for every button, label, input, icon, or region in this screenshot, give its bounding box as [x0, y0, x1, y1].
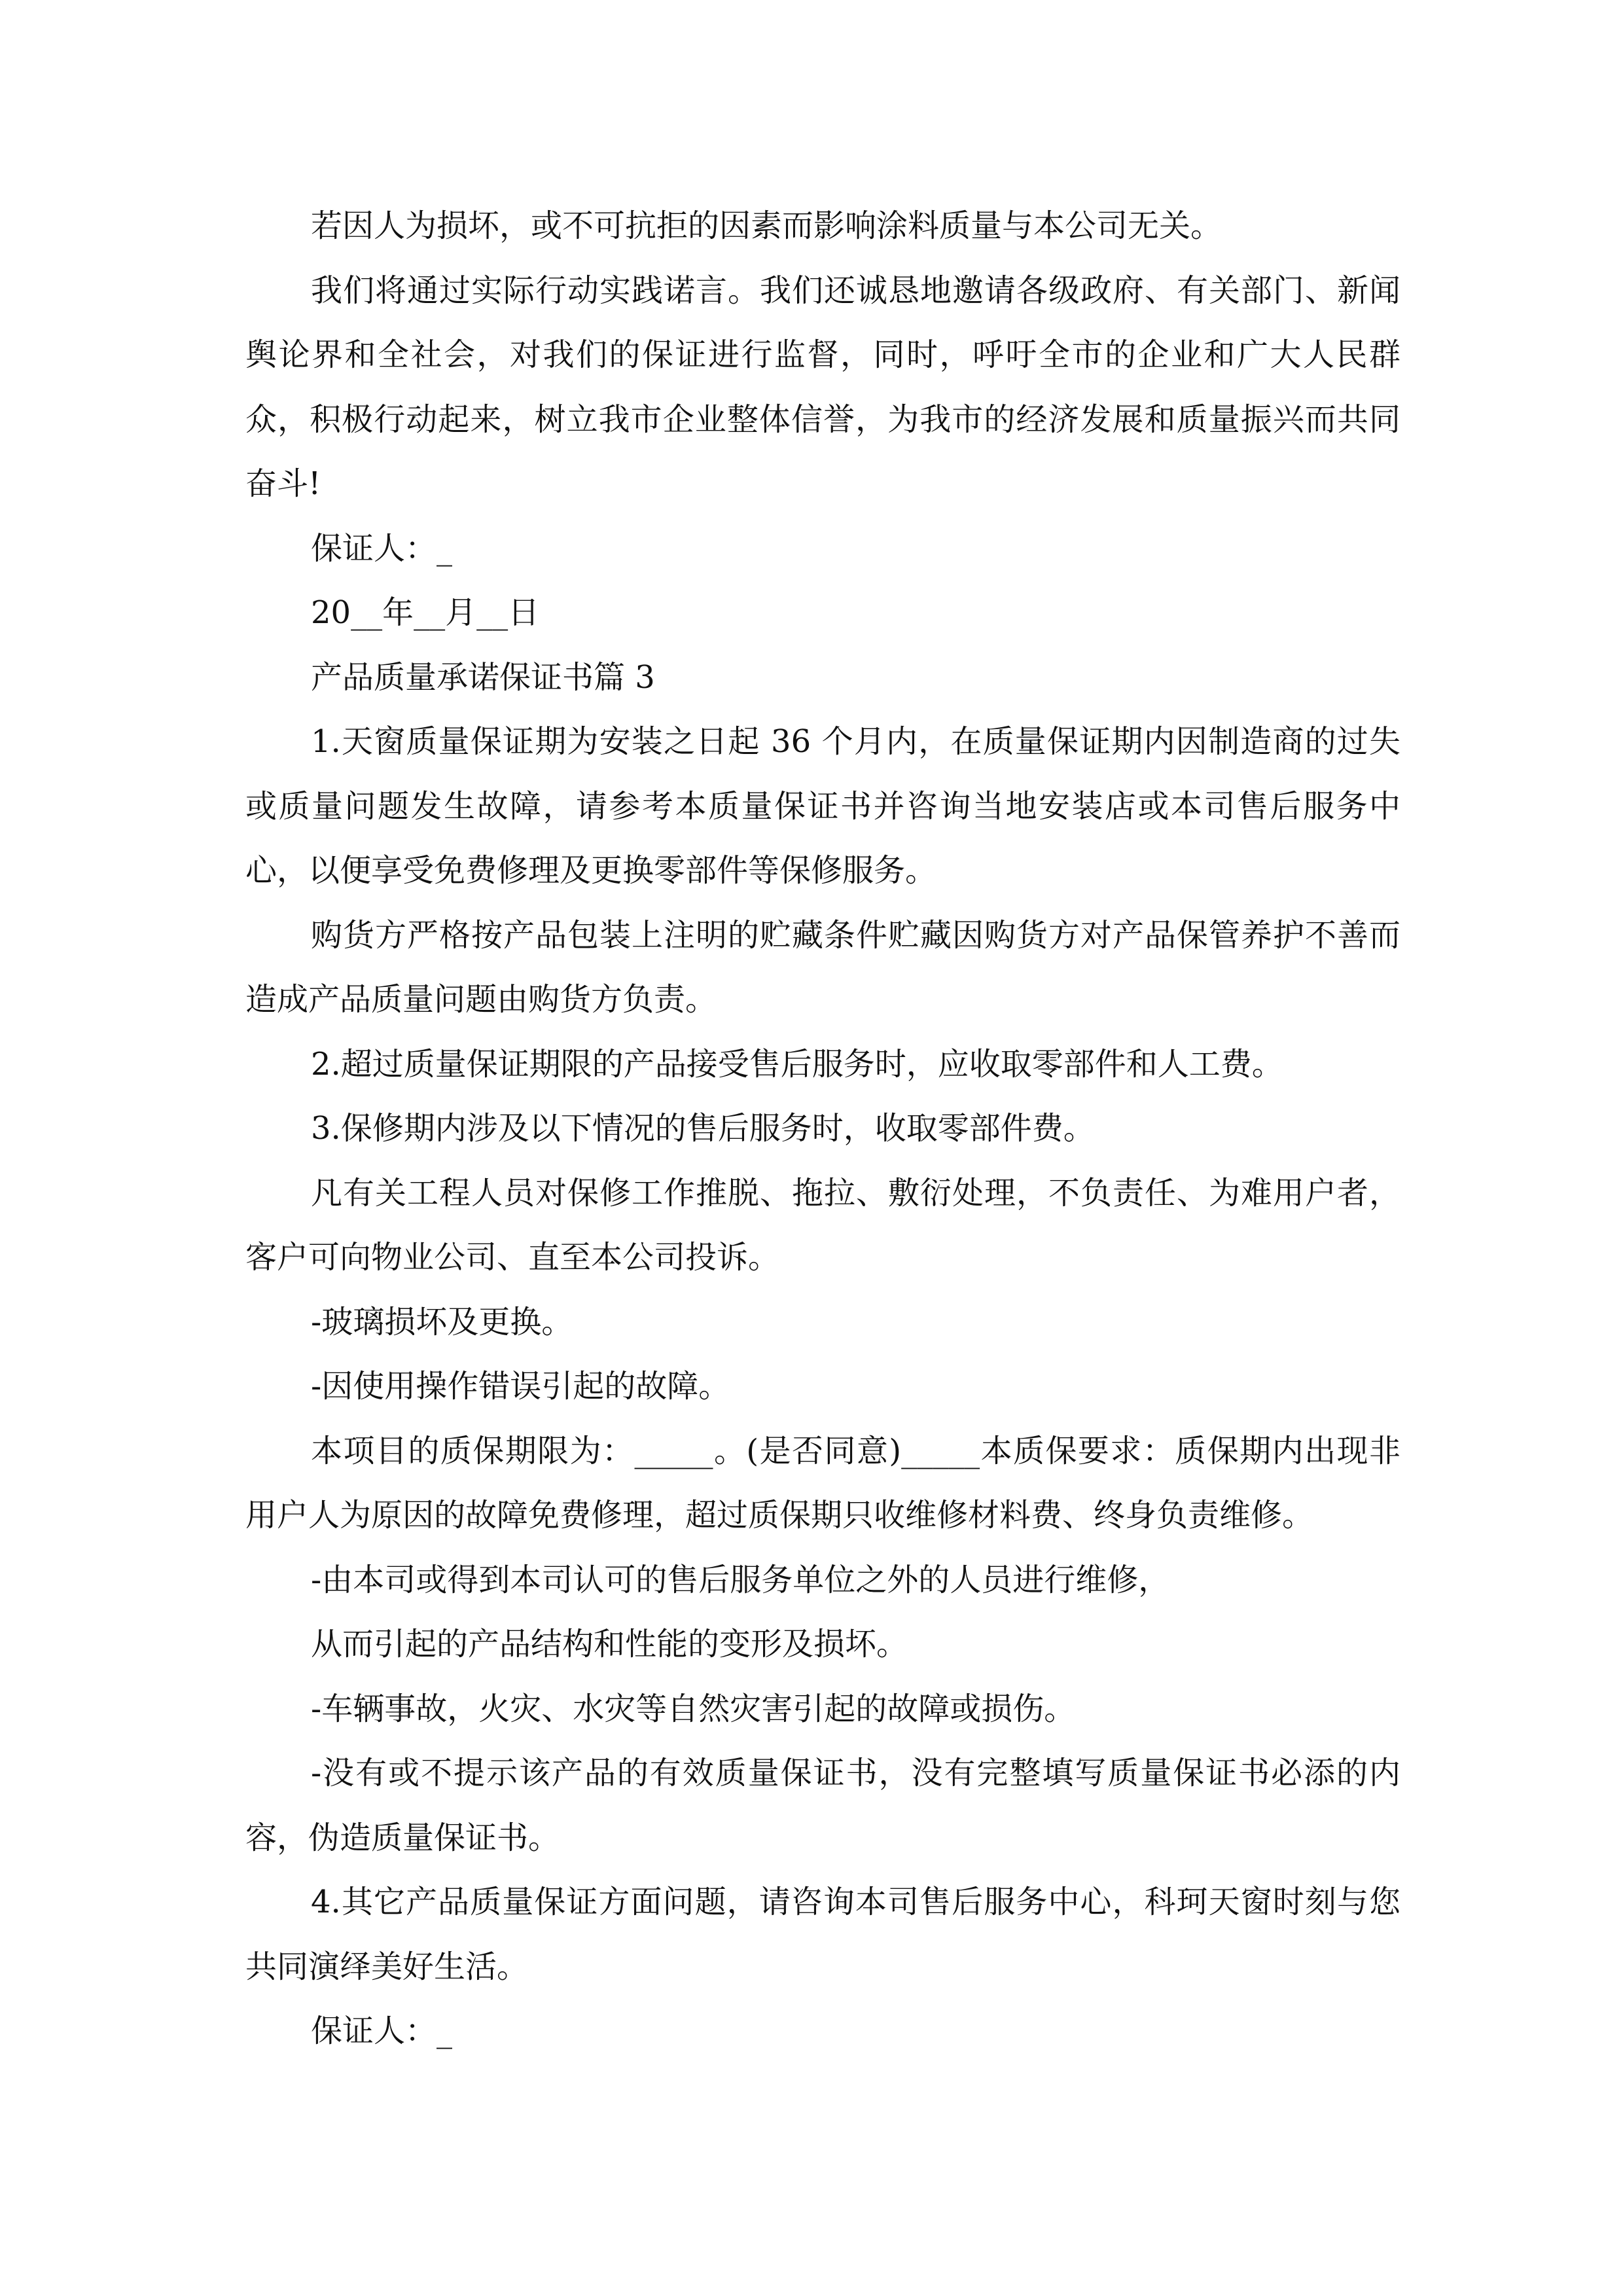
paragraph-item-1: 1.天窗质量保证期为安装之日起 36 个月内，在质量保证期内因制造商的过失或质量问题发生故障，请参考本质量保证书并咨询当地安装店或本司售后服务中心，以便享受免费修理及更换零部件等保修服务。: [245, 723, 1400, 889]
paragraph-item-2: 2.超过质量保证期限的产品接受售后服务时，应收取零部件和人工费。: [311, 1045, 1283, 1083]
document-body: [245, 194, 1400, 2064]
paragraph-storage: 购货方严格按产品包装上注明的贮藏条件贮藏因购货方对产品保管养护不善而造成产品质量问题由购货方负责。: [245, 916, 1400, 1018]
paragraph-warranty-period: 本项目的质保期限为：_____。(是否同意)_____本质保要求：质保期内出现非用户人为原因的故障免费修理，超过质保期只收维修材料费、终身负责维修。: [245, 1432, 1400, 1534]
signature-line: 保证人：_: [311, 529, 453, 567]
paragraph-item-4: 4.其它产品质量保证方面问题，请咨询本司售后服务中心，科珂天窗时刻与您共同演绎美好生活。: [245, 1884, 1400, 1985]
list-item-unauthorized-repair: -由本司或得到本司认可的售后服务单位之外的人员进行维修，: [311, 1561, 1170, 1598]
section-heading: 产品质量承诺保证书篇 3: [311, 658, 655, 696]
list-item-accident: -车辆事故，火灾、水灾等自然灾害引起的故障或损伤。: [311, 1690, 1076, 1727]
paragraph-disclaimer: 若因人为损坏，或不可抗拒的因素而影响涂料质量与本公司无关。: [311, 207, 1222, 244]
list-item-operation-error: -因使用操作错误引起的故障。: [311, 1368, 730, 1405]
list-item-glass: -玻璃损坏及更换。: [311, 1303, 573, 1340]
list-item-no-certificate: -没有或不提示该产品的有效质量保证书，没有完整填写质量保证书必添的内容，伪造质量保证书。: [245, 1755, 1400, 1856]
paragraph-complaint: 凡有关工程人员对保修工作推脱、拖拉、敷衍处理，不负责任、为难用户者，客户可向物业公司、直至本公司投诉。: [245, 1174, 1400, 1276]
signature-line-2: 保证人：_: [311, 2013, 453, 2049]
paragraph-deformation: 从而引起的产品结构和性能的变形及损坏。: [311, 1626, 908, 1662]
paragraph-commitment: 我们将通过实际行动实践诺言。我们还诚恳地邀请各级政府、有关部门、新闻舆论界和全社会，对我们的保证进行监督，同时，呼吁全市的企业和广大人民群众，积极行动起来，树立我市企业整体信誉，为我市的经济发展和质量振兴而共同奋斗!: [245, 272, 1400, 502]
date-line: 20__年__月__日: [311, 594, 540, 631]
paragraph-item-3: 3.保修期内涉及以下情况的售后服务时，收取零部件费。: [311, 1110, 1095, 1147]
